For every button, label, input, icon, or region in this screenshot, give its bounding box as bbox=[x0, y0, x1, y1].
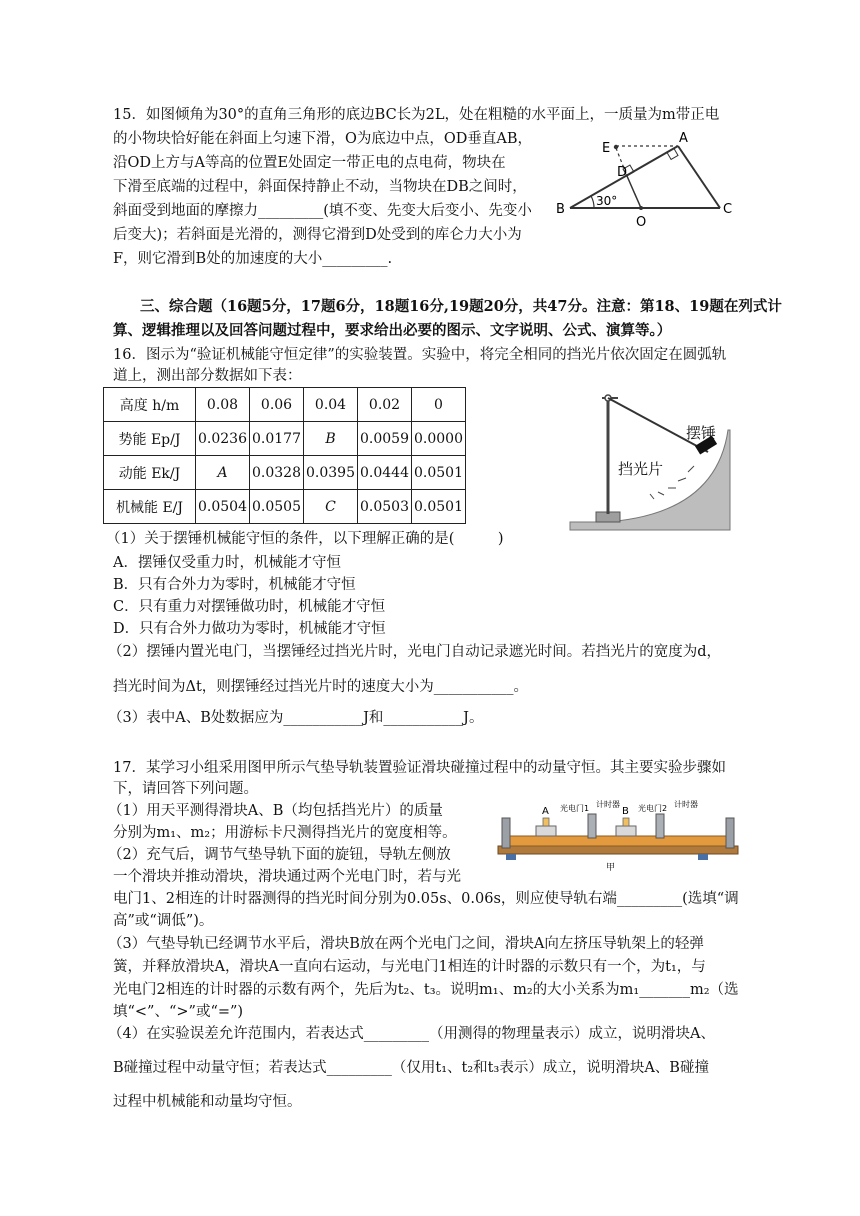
table-cell: 0.0236 bbox=[196, 422, 250, 456]
q16-data-table bbox=[103, 387, 466, 524]
q16-option-d: D．只有合外力做功为零时，机械能才守恒 bbox=[113, 621, 386, 637]
table-row bbox=[104, 456, 466, 490]
table-cell: 0.0501 bbox=[412, 456, 466, 490]
table-cell: 0 bbox=[412, 388, 466, 422]
q15-line-6: 后变大)；若斜面是光滑的，测得它滑到D处受到的库仑力大小为 bbox=[113, 227, 522, 243]
table-cell: 0.02 bbox=[358, 388, 412, 422]
table-cell: 0.0177 bbox=[250, 422, 304, 456]
q17-line-5: （2）充气后，调节气垫导轨下面的旋钮，导轨左侧放 bbox=[108, 847, 451, 863]
table-cell: 0.0503 bbox=[358, 490, 412, 524]
section3-heading-2: 算、逻辑推理以及回答问题过程中，要求给出必要的图示、文字说明、公式、演算等。） bbox=[113, 322, 672, 339]
table-cell: 0.0000 bbox=[412, 422, 466, 456]
table-cell: A bbox=[196, 456, 250, 490]
table-cell: 0.0505 bbox=[250, 490, 304, 524]
q16-option-c: C．只有重力对摆锤做功时，机械能才守恒 bbox=[113, 599, 386, 615]
right-end-stand bbox=[726, 818, 734, 848]
q17-line-14: B碰撞过程中动量守恒；若表达式_________（仅用t₁、t₂和t₃表示）成立，说明滑块A、B碰撞 bbox=[113, 1060, 709, 1076]
table-cell: 高度 h/m bbox=[104, 388, 196, 422]
q17-line-12: 填“<”、“>”或“=”) bbox=[113, 1004, 244, 1020]
photogate-2 bbox=[656, 814, 664, 838]
table-cell: 动能 Ek/J bbox=[104, 456, 196, 490]
table-cell: 0.0504 bbox=[196, 490, 250, 524]
table-cell: 势能 Ep/J bbox=[104, 422, 196, 456]
q15-line-3: 沿OD上方与A等高的位置E处固定一带正电的点电荷，物块在 bbox=[113, 155, 506, 171]
q15-line-4: 下滑至底端的过程中，斜面保持静止不动，当物块在DB之间时， bbox=[113, 179, 527, 195]
q17-air-track-figure bbox=[488, 800, 748, 874]
q16-part1: （1）关于摆锤机械能守恒的条件，以下理解正确的是( ) bbox=[106, 531, 504, 547]
table-row bbox=[104, 490, 466, 524]
table-cell: 0.06 bbox=[250, 388, 304, 422]
q15-line-7: F，则它滑到B处的加速度的大小_________. bbox=[113, 251, 393, 267]
table-cell: 0.0444 bbox=[358, 456, 412, 490]
figure-caption: 甲 bbox=[606, 863, 616, 873]
q15-line-1: 15．如图倾角为30°的直角三角形的底边BC长为2L，处在粗糙的水平面上，一质量为m带正电 bbox=[113, 107, 720, 123]
q17-line-6: 一个滑块并推动滑块，滑块通过两个光电门时，若与光 bbox=[113, 869, 461, 885]
label-d: D bbox=[617, 165, 628, 180]
q16-option-b: B．只有合外力为零时，机械能才守恒 bbox=[113, 577, 356, 593]
q16-option-a: A．摆锤仅受重力时，机械能才守恒 bbox=[113, 555, 341, 571]
photogate-1-label: 光电门1 bbox=[560, 804, 590, 813]
block-b-label: B bbox=[622, 806, 629, 817]
timer-2-label: 计时器 bbox=[674, 800, 698, 809]
table-cell: 0.0328 bbox=[250, 456, 304, 490]
q17-line-15: 过程中机械能和动量均守恒。 bbox=[113, 1094, 302, 1110]
table-cell: 0.04 bbox=[304, 388, 358, 422]
table-cell: 0.08 bbox=[196, 388, 250, 422]
table-cell: B bbox=[304, 422, 358, 456]
slider-a-vane bbox=[543, 818, 549, 826]
triangle-side-ac bbox=[678, 146, 720, 208]
table-row bbox=[104, 388, 466, 422]
q17-line-1: 17．某学习小组采用图甲所示气垫导轨装置验证滑块碰撞过程中的动量守恒。其主要实验步骤如 bbox=[113, 760, 726, 776]
q17-line-4: 分别为m₁、m₂；用游标卡尺测得挡光片的宽度相等。 bbox=[113, 825, 457, 841]
left-end-stand bbox=[502, 818, 510, 848]
q17-line-2: 下，请回答下列问题。 bbox=[113, 781, 258, 797]
q17-line-10: 簧，并释放滑块A，滑块A一直向右运动，与光电门1相连的计时器的示数只有一个，为t₁，与 bbox=[113, 959, 706, 975]
q16-part2-a: （2）摆锤内置光电门，当摆锤经过挡光片时，光电门自动记录遮光时间。若挡光片的宽度为d， bbox=[108, 644, 722, 660]
air-rail bbox=[506, 836, 730, 846]
table-cell: 机械能 E/J bbox=[104, 490, 196, 524]
q17-line-7: 电门1、2相连的计时器测得的挡光时间分别为0.05s、0.06s，则应使导轨右端_________(选填“调 bbox=[113, 891, 739, 907]
q17-line-3: （1）用天平测得滑块A、B（均包括挡光片）的质量 bbox=[108, 803, 443, 819]
angle-arc-30 bbox=[591, 196, 594, 208]
point-o-dot bbox=[639, 206, 643, 210]
bob-label: 摆锤 bbox=[686, 424, 717, 442]
slider-b-vane bbox=[623, 818, 629, 826]
label-b: B bbox=[556, 202, 565, 217]
q16-part2-b: 挡光时间为Δt，则摆锤经过挡光片时的速度大小为___________。 bbox=[113, 679, 529, 695]
point-e-dot bbox=[614, 145, 618, 149]
table-cell: 0.0501 bbox=[412, 490, 466, 524]
section3-heading-1: 三、综合题（16题5分，17题6分，18题16分,19题20分，共47分。注意：第18、19题在列式计 bbox=[140, 298, 782, 315]
slider-b bbox=[616, 826, 636, 836]
label-o: O bbox=[636, 215, 647, 230]
vane-label: 挡光片 bbox=[618, 460, 664, 478]
block-a-label: A bbox=[542, 806, 549, 817]
q15-triangle-figure bbox=[550, 128, 740, 233]
label-a: A bbox=[679, 131, 688, 146]
slider-a bbox=[536, 826, 556, 836]
table-cell: 0.0395 bbox=[304, 456, 358, 490]
q16-pendulum-figure bbox=[566, 384, 732, 532]
q16-part3: （3）表中A、B处数据应为___________J和___________J。 bbox=[108, 710, 484, 726]
label-angle: 30° bbox=[596, 194, 618, 208]
table-row bbox=[104, 422, 466, 456]
line-od bbox=[627, 176, 641, 208]
label-c: C bbox=[723, 202, 733, 217]
q16-intro-2: 道上，测出部分数据如下表： bbox=[113, 368, 302, 384]
right-foot bbox=[698, 854, 708, 860]
label-e: E bbox=[602, 141, 611, 156]
q17-line-11: 光电门2相连的计时器的示数有两个，先后为t₂、t₃。说明m₁、m₂的大小关系为m₁_______m₂（选 bbox=[113, 982, 739, 998]
table-cell: 0.0059 bbox=[358, 422, 412, 456]
q17-line-9: （3）气垫导轨已经调节水平后，滑块B放在两个光电门之间，滑块A向左挤压导轨架上的轻弹 bbox=[108, 936, 704, 952]
track-base bbox=[498, 846, 738, 854]
q15-line-5: 斜面受到地面的摩擦力_________(填不变、先变大后变小、先变小 bbox=[113, 203, 532, 219]
table-cell: C bbox=[304, 490, 358, 524]
photogate-1 bbox=[588, 814, 596, 838]
q17-line-13: （4）在实验误差允许范围内，若表达式_________（用测得的物理量表示）成立，说明滑块A、 bbox=[108, 1026, 715, 1042]
left-foot bbox=[506, 854, 516, 860]
timer-1-label: 计时器 bbox=[596, 800, 620, 809]
q17-line-8: 高”或“调低”)。 bbox=[113, 913, 214, 929]
photogate-2-label: 光电门2 bbox=[638, 804, 668, 813]
q16-intro-1: 16．图示为“验证机械能守恒定律”的实验装置。实验中，将完全相同的挡光片依次固定在圆弧轨 bbox=[113, 347, 727, 363]
q15-line-2: 的小物块恰好能在斜面上匀速下滑，O为底边中点，OD垂直AB， bbox=[113, 131, 533, 147]
